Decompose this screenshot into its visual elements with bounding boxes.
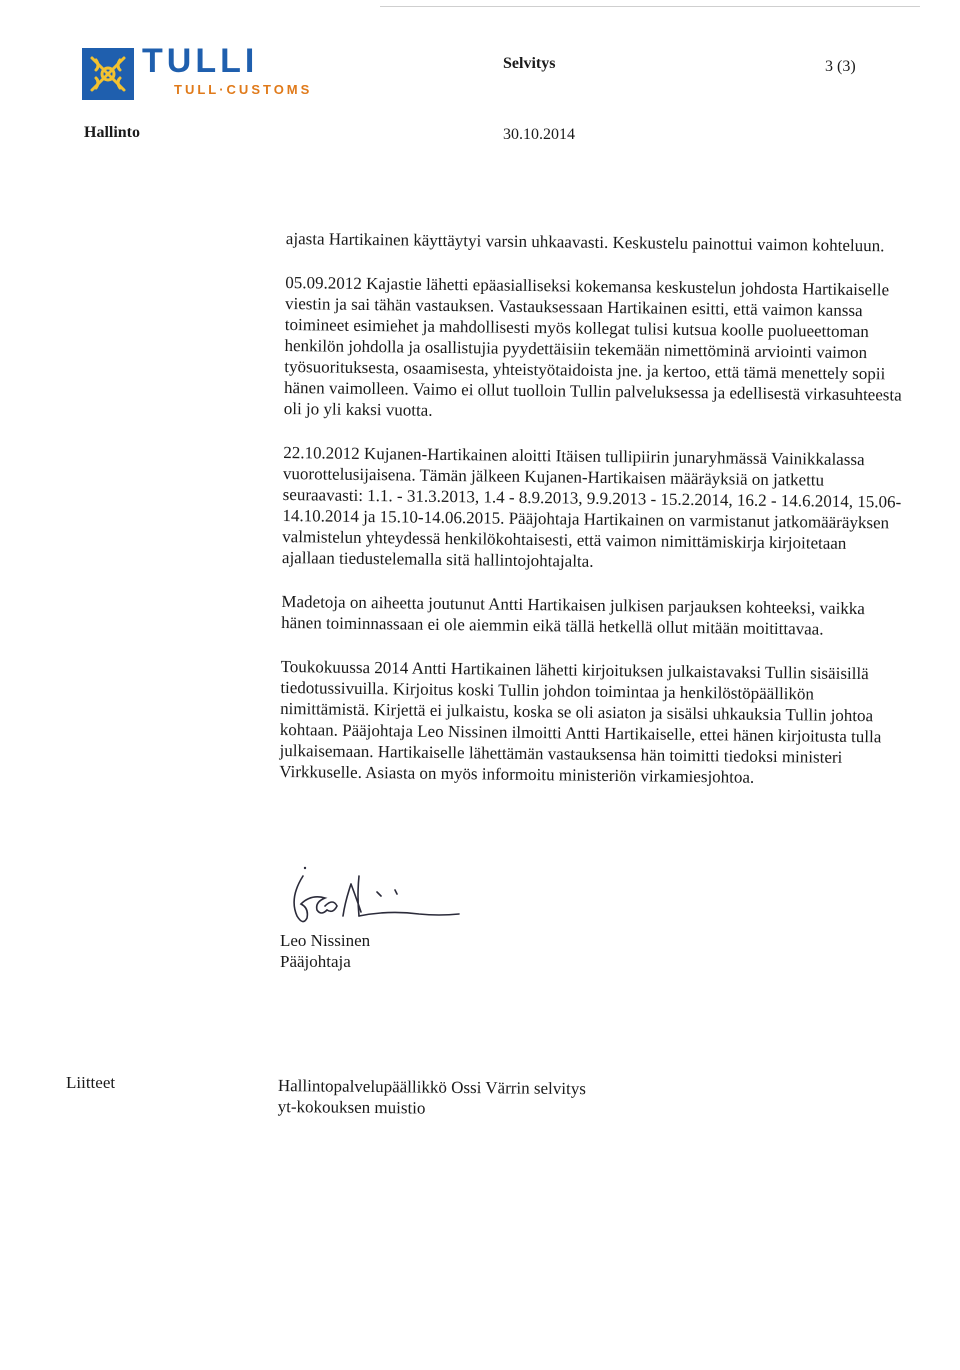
attachments-list	[278, 1075, 586, 1120]
logo-wordmark: TULLI	[142, 42, 259, 80]
paragraph: Madetoja on aiheetta joutunut Antti Hartikaisen julkisen parjauksen kohteeksi, vaikka hänen toiminnassaan ei ole aiemmin eikä tällä hetkellä ollut mitään moitittavaa.	[281, 591, 866, 639]
paragraph: 05.09.2012 Kajastie lähetti epäasialliseksi kokemansa keskustelun johdosta Hartikaiselle viestin ja sai tähän vastauksen. Vastauksessaan Hartikainen esitti, että vaimon kanssa toimineet esimiehet ja mahdollisesti myös kollegat tulisi kutsua koolle puolueettoman henkilön johdolla ja osallistujia pyydettäisiin tekemään nimettöminä arviointi vaimon työsuorituksesta, osaamisesta, yhteistyötaidoista jne. ja kertoo, että tämä menettely sopii hänen vaimolleen. Vaimo ei ollut tuolloin Tullin palveluksessa ja edellisestä virkasuhteesta oli jo yli kaksi vuotta.	[283, 272, 902, 420]
signer-name: Leo Nissinen	[280, 931, 371, 950]
attachments-label: Liitteet	[66, 1073, 116, 1092]
paragraph: Toukokuussa 2014 Antti Hartikainen lähetti kirjoituksen julkaistavaksi Tullin sisäisillä tiedotussivuilla. Kirjoitus koski Tullin johdon toimintaa ja henkilöstöpäällikön nimittämistä. Kirjettä ei julkaistu, koska se oli asiaton ja sisälsi uhkauksia Tullin johtoa kohtaan. Pääjohtaja Leo Nissinen ilmoitti Antti Hartikaiselle, ettei hänen kirjoitusta tulla julkaisemaan. Hartikaiselle lähettämän vastauksensa hän toimitti tiedoksi ministeri Virkkuselle. Asiasta on myös informoitu ministeriön virkamiesjohtoa.	[279, 656, 882, 787]
document-date: 30.10.2014	[503, 126, 575, 143]
tulli-logo	[82, 42, 342, 102]
department: Hallinto	[84, 124, 141, 141]
paragraph: ajasta Hartikainen käyttäytyi varsin uhkaavasti. Keskustelu painottui vaimon kohteluun.	[285, 228, 885, 256]
logo-subtitle: TULL·CUSTOMS	[174, 82, 313, 97]
signer-block	[280, 930, 370, 972]
page-number: 3 (3)	[825, 58, 856, 75]
document-type: Selvitys	[503, 55, 556, 72]
attachment-item: Hallintopalvelupäällikkö Ossi Värrin selvitys	[277, 1076, 586, 1099]
letter-body	[279, 228, 906, 813]
signer-title: Pääjohtaja	[280, 952, 351, 971]
paragraph: 22.10.2012 Kujanen-Hartikainen aloitti Itäisen tullipiirin junaryhmässä Vainikkalassa vuorottelusijaisena. Tämän jälkeen Kujanen-Hartikaisen määräyksiä on jatkettu seuraavasti: 1.1. - 31.3.2013, 1.4 - 8.9.2013, 9.9.2013 - 15.2.2014, 16.2 - 14.6.2014, 15.06-14.10.2014 ja 15.10-14.06.2015. Pääjohtaja Hartikainen on varmistanut jatkomääräyksen valmistelun yhteydessä henkilökohtaisesti, että vaimon nimittämiskirja kirjoitetaan ajallaan tiedustelemalla sitä hallintojohtajalta.	[281, 442, 902, 571]
scan-edge-line	[380, 6, 920, 7]
customs-emblem-icon	[82, 48, 134, 100]
attachment-item: yt-kokouksen muistio	[277, 1096, 426, 1118]
